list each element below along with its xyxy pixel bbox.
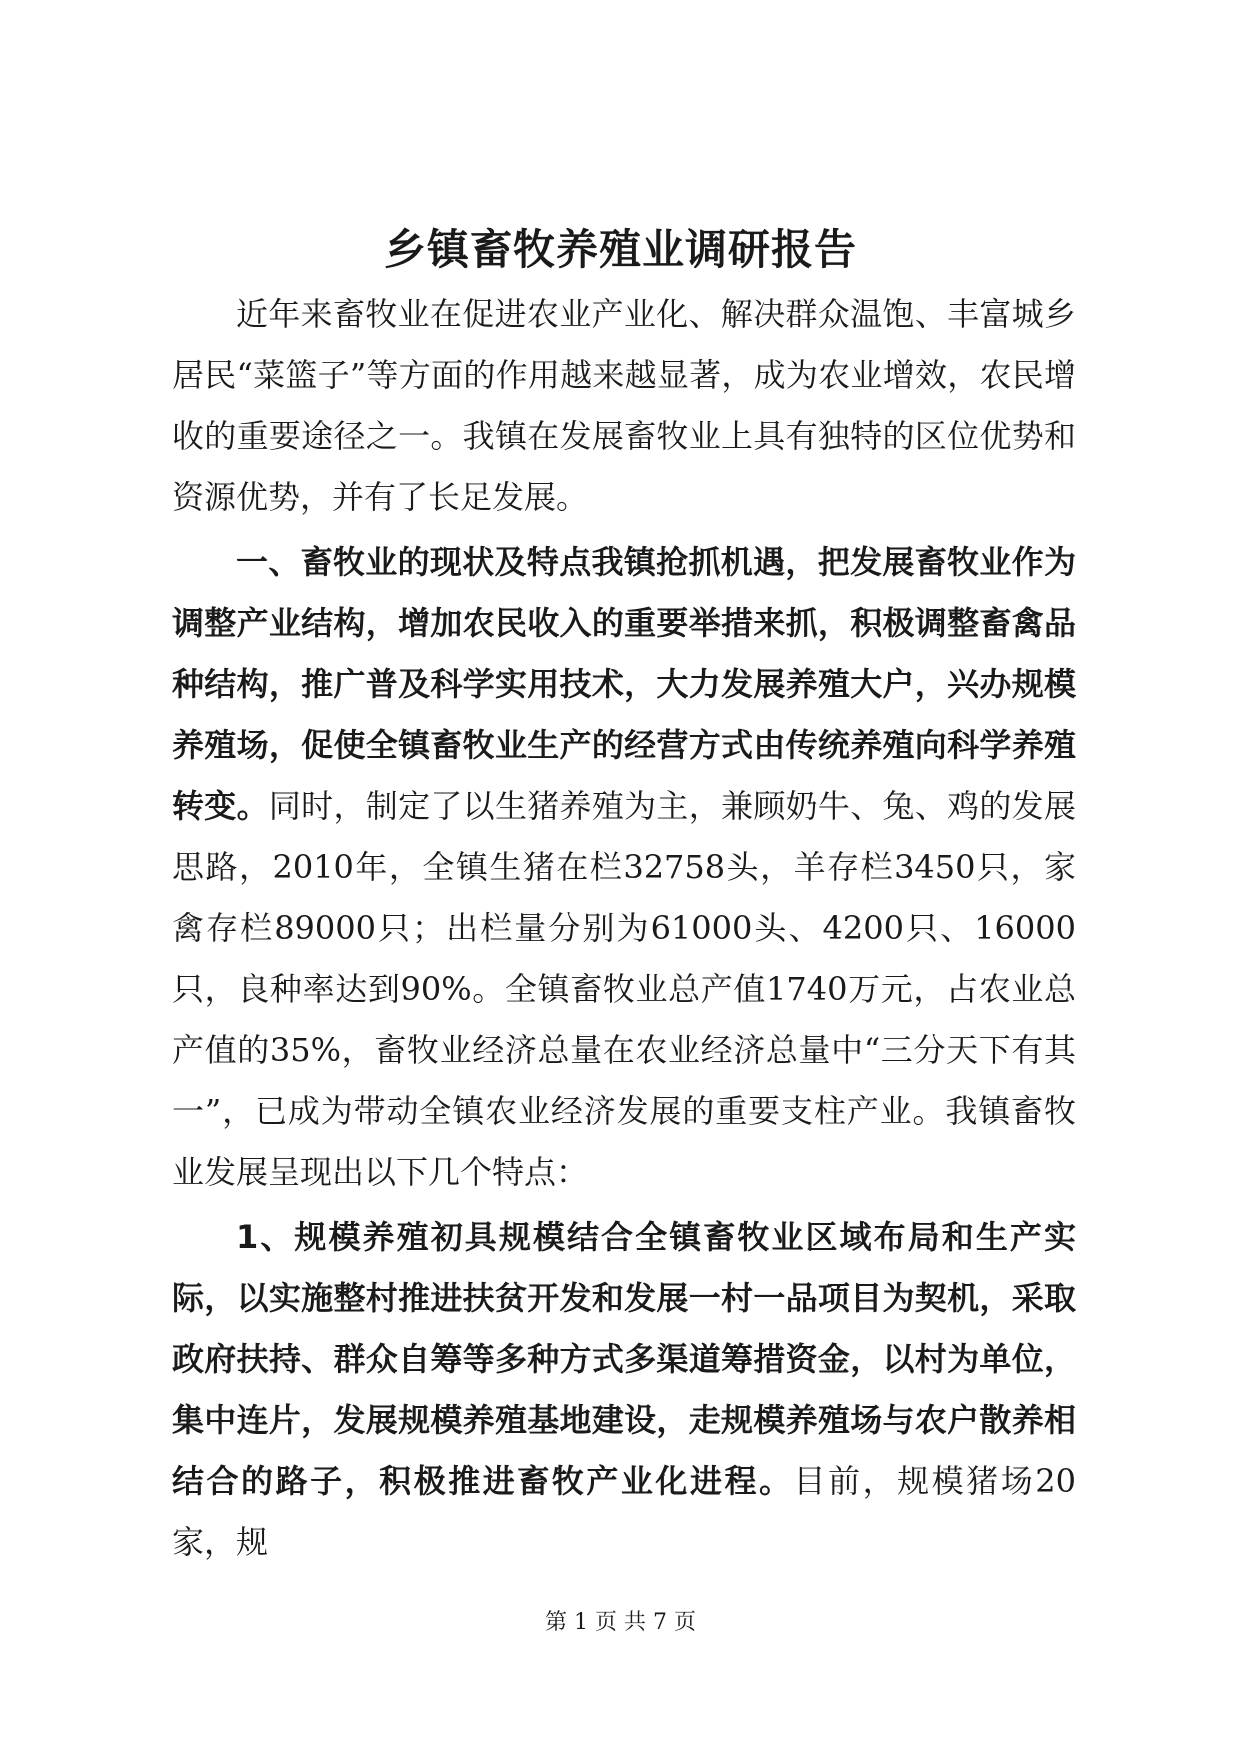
page-footer: 第 1 页 共 7 页 [545,1610,696,1635]
point-1-body-text: 目前，规模猪场20家，规 [172,1462,1076,1561]
document-body [172,284,1076,1573]
paragraph-section-1 [172,532,1076,1203]
section-1-heading-text: 一、畜牧业的现状及特点我镇抢抓机遇，把发展畜牧业作为调整产业结构，增加农民收入的重要举措来抓，积极调整畜禽品种结构，推广普及科学实用技术，大力发展养殖大户，兴办规模养殖场，促使全镇畜牧业生产的经营方式由传统养殖向科学养殖转变。 [172,543,1076,825]
paragraph-intro: 近年来畜牧业在促进农业产业化、解决群众温饱、丰富城乡居民“菜篮子”等方面的作用越来越显著，成为农业增效，农民增收的重要途径之一。我镇在发展畜牧业上具有独特的区位优势和资源优势，并有了长足发展。 [172,295,1076,516]
section-1-body-text: 同时，制定了以生猪养殖为主，兼顾奶牛、兔、鸡的发展思路，2010年，全镇生猪在栏32758头，羊存栏3450只，家禽存栏89000只；出栏量分别为61000头、4200只、16000只，良种率达到90%。全镇畜牧业总产值1740万元，占农业总产值的35%，畜牧业经济总量在农业经济总量中“三分天下有其一”，已成为带动全镇农业经济发展的重要支柱产业。我镇畜牧业发展呈现出以下几个特点： [172,787,1076,1191]
document-title: 乡镇畜牧养殖业调研报告 [383,225,857,274]
point-1-heading-text: 1、规模养殖初具规模结合全镇畜牧业区域布局和生产实际，以实施整村推进扶贫开发和发展一村一品项目为契机，采取政府扶持、群众自筹等多种方式多渠道筹措资金，以村为单位，集中连片，发展规模养殖基地建设，走规模养殖场与农户散养相结合的路子，积极推进畜牧产业化进程。 [172,1218,1076,1500]
paragraph-point-1 [172,1207,1076,1573]
